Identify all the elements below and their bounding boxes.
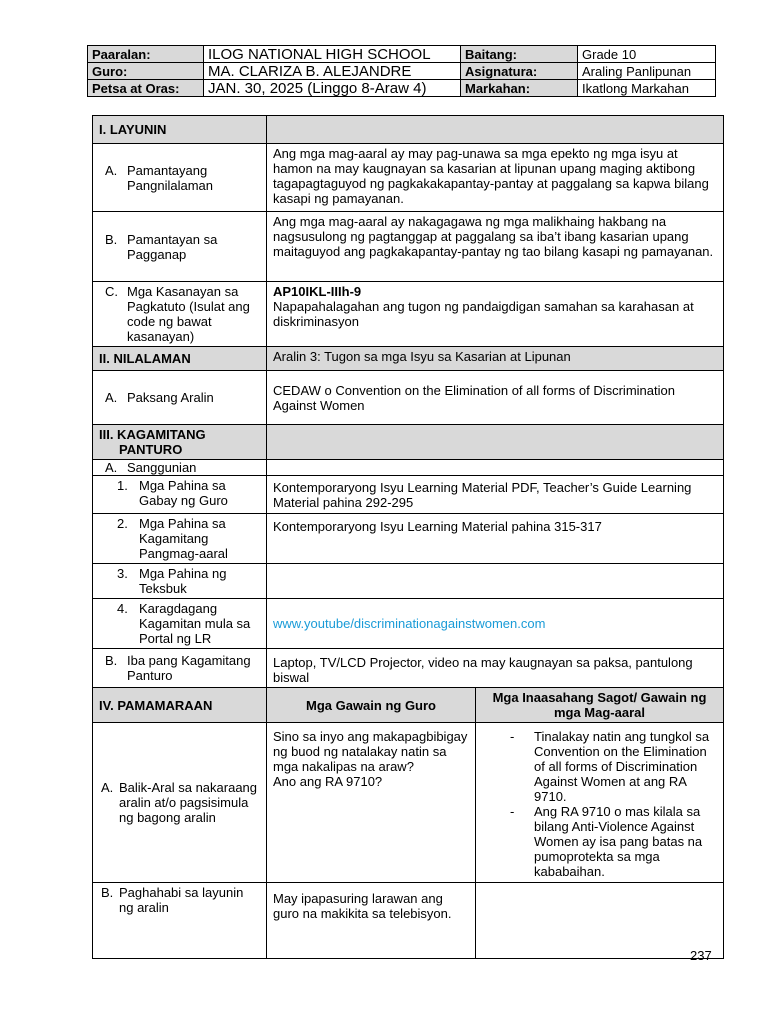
section-nilalaman-title: II. NILALAMAN [93,347,267,371]
layunin-b-text: Ang mga mag-aaral ay nakagagawa ng mga malikhaing hakbang na nagsusulong ng pagtanggap at paggalang sa iba’t ibang kasarian upang maitaguyod ang pagkakapantay-pantay ng tao bilang kasapi ng pamayanan. [267,212,724,282]
pamamaraan-b-teacher: May ipapasuring larawan ang guro na makikita sa telebisyon. [267,883,476,959]
section-layunin-title: I. LAYUNIN [93,116,267,144]
iba-pang-kagamitan-text: Laptop, TV/LCD Projector, video na may kaugnayan sa paksa, pantulong biswal [267,649,724,688]
sanggunian-blank [267,460,724,476]
pamamaraan-b-student [476,883,724,959]
subject-value: Araling Panlipunan [578,63,716,80]
pamamaraan-a-teacher: Sino sa inyo ang makapagbibigay ng buod ng natalakay natin sa mga nakalipas na araw? Ano ang RA 9710? [267,723,476,883]
page-number: 237 [690,948,712,963]
ref-item-label: 2. Mga Pahina sa Kagamitang Pangmag-aaral [93,514,267,564]
subject-label: Asignatura: [461,63,578,80]
sanggunian-label: A. Sanggunian [93,460,267,476]
section-kagamitan-title: III. KAGAMITANG PANTURO [93,425,267,460]
nilalaman-a-label: A. Paksang Aralin [93,371,267,425]
layunin-a-text: Ang mga mag-aaral ay may pag-unawa sa mga epekto ng mga isyu at hamon na may kaugnayan sa kasarian at lipunan upang maging aktibong tagapagtaguyod ng pagkakakapantay-pantay at paggalang sa kapwa bilang kasapi ng pamayanan. [267,144,724,212]
iba-pang-kagamitan-label: B. Iba pang Kagamitang Panturo [93,649,267,688]
quarter-label: Markahan: [461,80,578,97]
section-pamamaraan-title: IV. PAMAMARAAN [93,688,267,723]
layunin-c-cell [267,282,724,347]
nilalaman-a-text: CEDAW o Convention on the Elimination of all forms of Discrimination Against Women [267,371,724,425]
ref-item-value [267,564,724,599]
date-value: JAN. 30, 2025 (Linggo 8-Araw 4) [204,80,461,97]
list-item: - Tinalakay natin ang tungkol sa Convention on the Elimination of all forms of Discrimination Against Women at ang RA 9710. [510,729,710,804]
date-label: Petsa at Oras: [88,80,204,97]
col-header-student: Mga Inaasahang Sagot/ Gawain ng mga Mag-aaral [476,688,724,723]
ref-item-value: Kontemporaryong Isyu Learning Material PDF, Teacher’s Guide Learning Material pahina 292-295 [267,476,724,514]
layunin-b-label: B. Pamantayan sa Pagganap [93,212,267,282]
layunin-a-label: A. Pamantayang Pangnilalaman [93,144,267,212]
pamamaraan-a-label: A. Balik-Aral sa nakaraang aralin at/o pagsisimula ng bagong aralin [93,723,267,883]
ref-item-label: 3. Mga Pahina ng Teksbuk [93,564,267,599]
competency-code: AP10IKL-IIIh-9 [273,284,362,299]
ref-item-value: Kontemporaryong Isyu Learning Material pahina 315-317 [267,514,724,564]
layunin-c-label: C. Mga Kasanayan sa Pagkatuto (Isulat ang code ng bawat kasanayan) [93,282,267,347]
col-header-teacher: Mga Gawain ng Guro [267,688,476,723]
header-table [87,45,716,97]
lesson-plan-table [92,115,724,959]
grade-label: Baitang: [461,46,578,63]
section-nilalaman-value: Aralin 3: Tugon sa mga Isyu sa Kasarian at Lipunan [267,347,724,371]
section-layunin-blank [267,116,724,144]
school-value: ILOG NATIONAL HIGH SCHOOL [204,46,461,63]
grade-value: Grade 10 [578,46,716,63]
school-label: Paaralan: [88,46,204,63]
pamamaraan-a-student [476,723,724,883]
competency-text: Napapahalagahan ang tugon ng pandaigdigan samahan sa karahasan at diskriminasyon [273,299,694,329]
section-kagamitan-blank [267,425,724,460]
list-item: - Ang RA 9710 o mas kilala sa bilang Anti-Violence Against Women ay isa pang batas na pumoprotekta sa mga kababaihan. [510,804,703,879]
pamamaraan-b-label: B. Paghahabi sa layunin ng aralin [93,883,267,959]
ref-item-label: 1. Mga Pahina sa Gabay ng Guro [93,476,267,514]
lr-portal-link[interactable]: www.youtube/discriminationagainstwomen.com [267,599,724,649]
teacher-value: MA. CLARIZA B. ALEJANDRE [204,63,461,80]
ref-item-label: 4. Karagdagang Kagamitan mula sa Portal ng LR [93,599,267,649]
quarter-value: Ikatlong Markahan [578,80,716,97]
teacher-label: Guro: [88,63,204,80]
